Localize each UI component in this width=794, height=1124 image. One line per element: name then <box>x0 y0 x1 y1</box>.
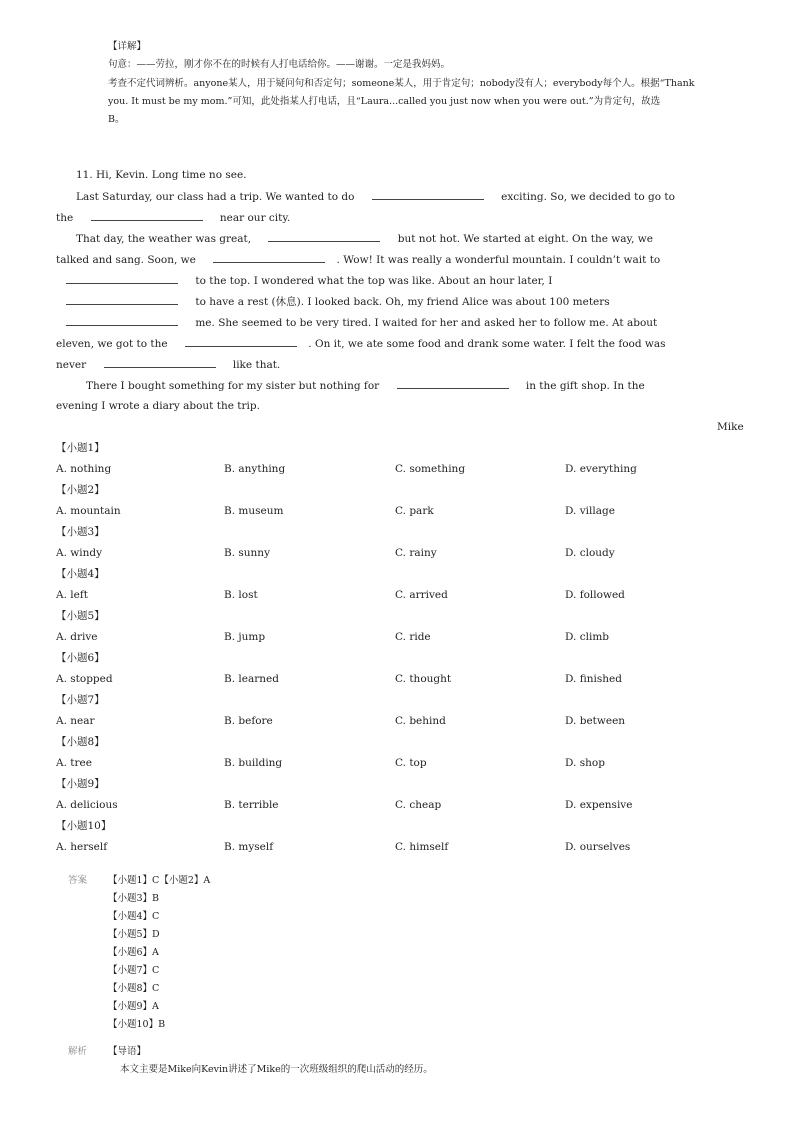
option-c[interactable]: C. rainy <box>395 547 437 559</box>
option-b[interactable]: B. building <box>224 757 283 769</box>
option-c[interactable]: C. behind <box>395 715 446 727</box>
question-label: 【小题5】 <box>56 610 105 622</box>
passage-line-8: eleven, we got to the . On it, we ate some food and drank some water. I felt the food was <box>56 333 666 355</box>
explain-line-4: B。 <box>108 114 125 125</box>
passage-line-9: never like that. <box>56 354 280 376</box>
passage-line-11: evening I wrote a diary about the trip. <box>56 400 260 412</box>
option-b[interactable]: B. myself <box>224 841 274 853</box>
passage-line-2: the near our city. <box>56 207 290 229</box>
option-c[interactable]: C. ride <box>395 631 431 643</box>
answer-line: 【小题10】B <box>108 1019 166 1030</box>
answer-line: 【小题8】C <box>108 983 160 994</box>
answer-line: 【小题9】A <box>108 1001 159 1012</box>
passage-line-1: Last Saturday, our class had a trip. We wanted to do exciting. So, we decided to go to <box>76 186 675 208</box>
passage-line-3: That day, the weather was great, but not hot. We started at eight. On the way, we <box>76 228 653 250</box>
analysis-label: 解析 <box>68 1046 88 1057</box>
question-label: 【小题9】 <box>56 778 105 790</box>
blank-4 <box>213 249 325 263</box>
option-a[interactable]: A. windy <box>56 547 103 559</box>
option-b[interactable]: B. terrible <box>224 799 279 811</box>
analysis-guide: 【导语】 <box>108 1046 147 1057</box>
passage-line-6: to have a rest (休息). I looked back. Oh, my friend Alice was about 100 meters <box>66 291 610 313</box>
option-d[interactable]: D. everything <box>565 463 637 475</box>
option-c[interactable]: C. thought <box>395 673 452 685</box>
option-d[interactable]: D. village <box>565 505 615 517</box>
option-d[interactable]: D. expensive <box>565 799 633 811</box>
blank-10 <box>397 375 509 389</box>
question-label: 【小题2】 <box>56 484 105 496</box>
option-c[interactable]: C. top <box>395 757 427 769</box>
option-a[interactable]: A. herself <box>56 841 108 853</box>
option-d[interactable]: D. shop <box>565 757 605 769</box>
option-c[interactable]: C. park <box>395 505 434 517</box>
answer-line: 【小题7】C <box>108 965 160 976</box>
analysis-text: 本文主要是Mike向Kevin讲述了Mike的一次班级组织的爬山活动的经历。 <box>120 1064 433 1075</box>
passage-line-7: me. She seemed to be very tired. I waited for her and asked her to follow me. At about <box>66 312 657 334</box>
option-b[interactable]: B. museum <box>224 505 284 517</box>
option-d[interactable]: D. cloudy <box>565 547 615 559</box>
option-a[interactable]: A. tree <box>56 757 92 769</box>
question-label: 【小题10】 <box>56 820 112 832</box>
question-label: 【小题7】 <box>56 694 105 706</box>
blank-9 <box>104 354 216 368</box>
answer-line: 【小题6】A <box>108 947 159 958</box>
answer-line: 【小题1】C【小题2】A <box>108 875 211 886</box>
option-b[interactable]: B. learned <box>224 673 279 685</box>
explain-line-2: 考查不定代词辨析。anyone某人，用于疑问句和否定句；someone某人，用于肯定句；nobody没有人；everybody每个人。根据“Thank <box>108 78 695 89</box>
answer-line: 【小题5】D <box>108 929 160 940</box>
option-c[interactable]: C. cheap <box>395 799 442 811</box>
question-label: 【小题4】 <box>56 568 105 580</box>
option-a[interactable]: A. left <box>56 589 88 601</box>
option-c[interactable]: C. arrived <box>395 589 448 601</box>
answer-line: 【小题4】C <box>108 911 160 922</box>
question-label: 【小题1】 <box>56 442 105 454</box>
question-label: 【小题6】 <box>56 652 105 664</box>
blank-5 <box>66 270 178 284</box>
option-a[interactable]: A. delicious <box>56 799 118 811</box>
question-label: 【小题3】 <box>56 526 105 538</box>
option-d[interactable]: D. between <box>565 715 626 727</box>
option-a[interactable]: A. stopped <box>56 673 113 685</box>
blank-1 <box>372 186 484 200</box>
blank-6 <box>66 291 178 305</box>
blank-8 <box>185 333 297 347</box>
signature: Mike <box>717 421 744 433</box>
option-a[interactable]: A. near <box>56 715 95 727</box>
option-b[interactable]: B. before <box>224 715 273 727</box>
option-d[interactable]: D. followed <box>565 589 625 601</box>
option-b[interactable]: B. lost <box>224 589 258 601</box>
blank-3 <box>268 228 380 242</box>
explain-label: 【详解】 <box>108 41 147 52</box>
passage-line-5: to the top. I wondered what the top was like. About an hour later, I <box>66 270 552 292</box>
option-d[interactable]: D. climb <box>565 631 609 643</box>
option-d[interactable]: D. ourselves <box>565 841 631 853</box>
option-b[interactable]: B. jump <box>224 631 266 643</box>
option-a[interactable]: A. mountain <box>56 505 121 517</box>
option-a[interactable]: A. nothing <box>56 463 112 475</box>
option-c[interactable]: C. himself <box>395 841 449 853</box>
explain-line-1: 句意：——劳拉，刚才你不在的时候有人打电话给你。——谢谢。一定是我妈妈。 <box>108 59 451 70</box>
passage-line-4: talked and sang. Soon, we . Wow! It was really a wonderful mountain. I couldn’t wait to <box>56 249 660 271</box>
passage-line-10: There I bought something for my sister but nothing for in the gift shop. In the <box>86 375 645 397</box>
blank-2 <box>91 207 203 221</box>
option-a[interactable]: A. drive <box>56 631 98 643</box>
blank-7 <box>66 312 178 326</box>
option-b[interactable]: B. anything <box>224 463 286 475</box>
option-b[interactable]: B. sunny <box>224 547 270 559</box>
answer-line: 【小题3】B <box>108 893 160 904</box>
option-d[interactable]: D. finished <box>565 673 622 685</box>
answer-label: 答案 <box>68 875 88 886</box>
option-c[interactable]: C. something <box>395 463 466 475</box>
question-label: 【小题8】 <box>56 736 105 748</box>
passage-greeting: 11. Hi, Kevin. Long time no see. <box>76 169 247 181</box>
explain-line-3: you. It must be my mom.”可知，此处指某人打电话，且“Laura...called you just now when you were out.”为肯定句，故选 <box>108 96 661 107</box>
